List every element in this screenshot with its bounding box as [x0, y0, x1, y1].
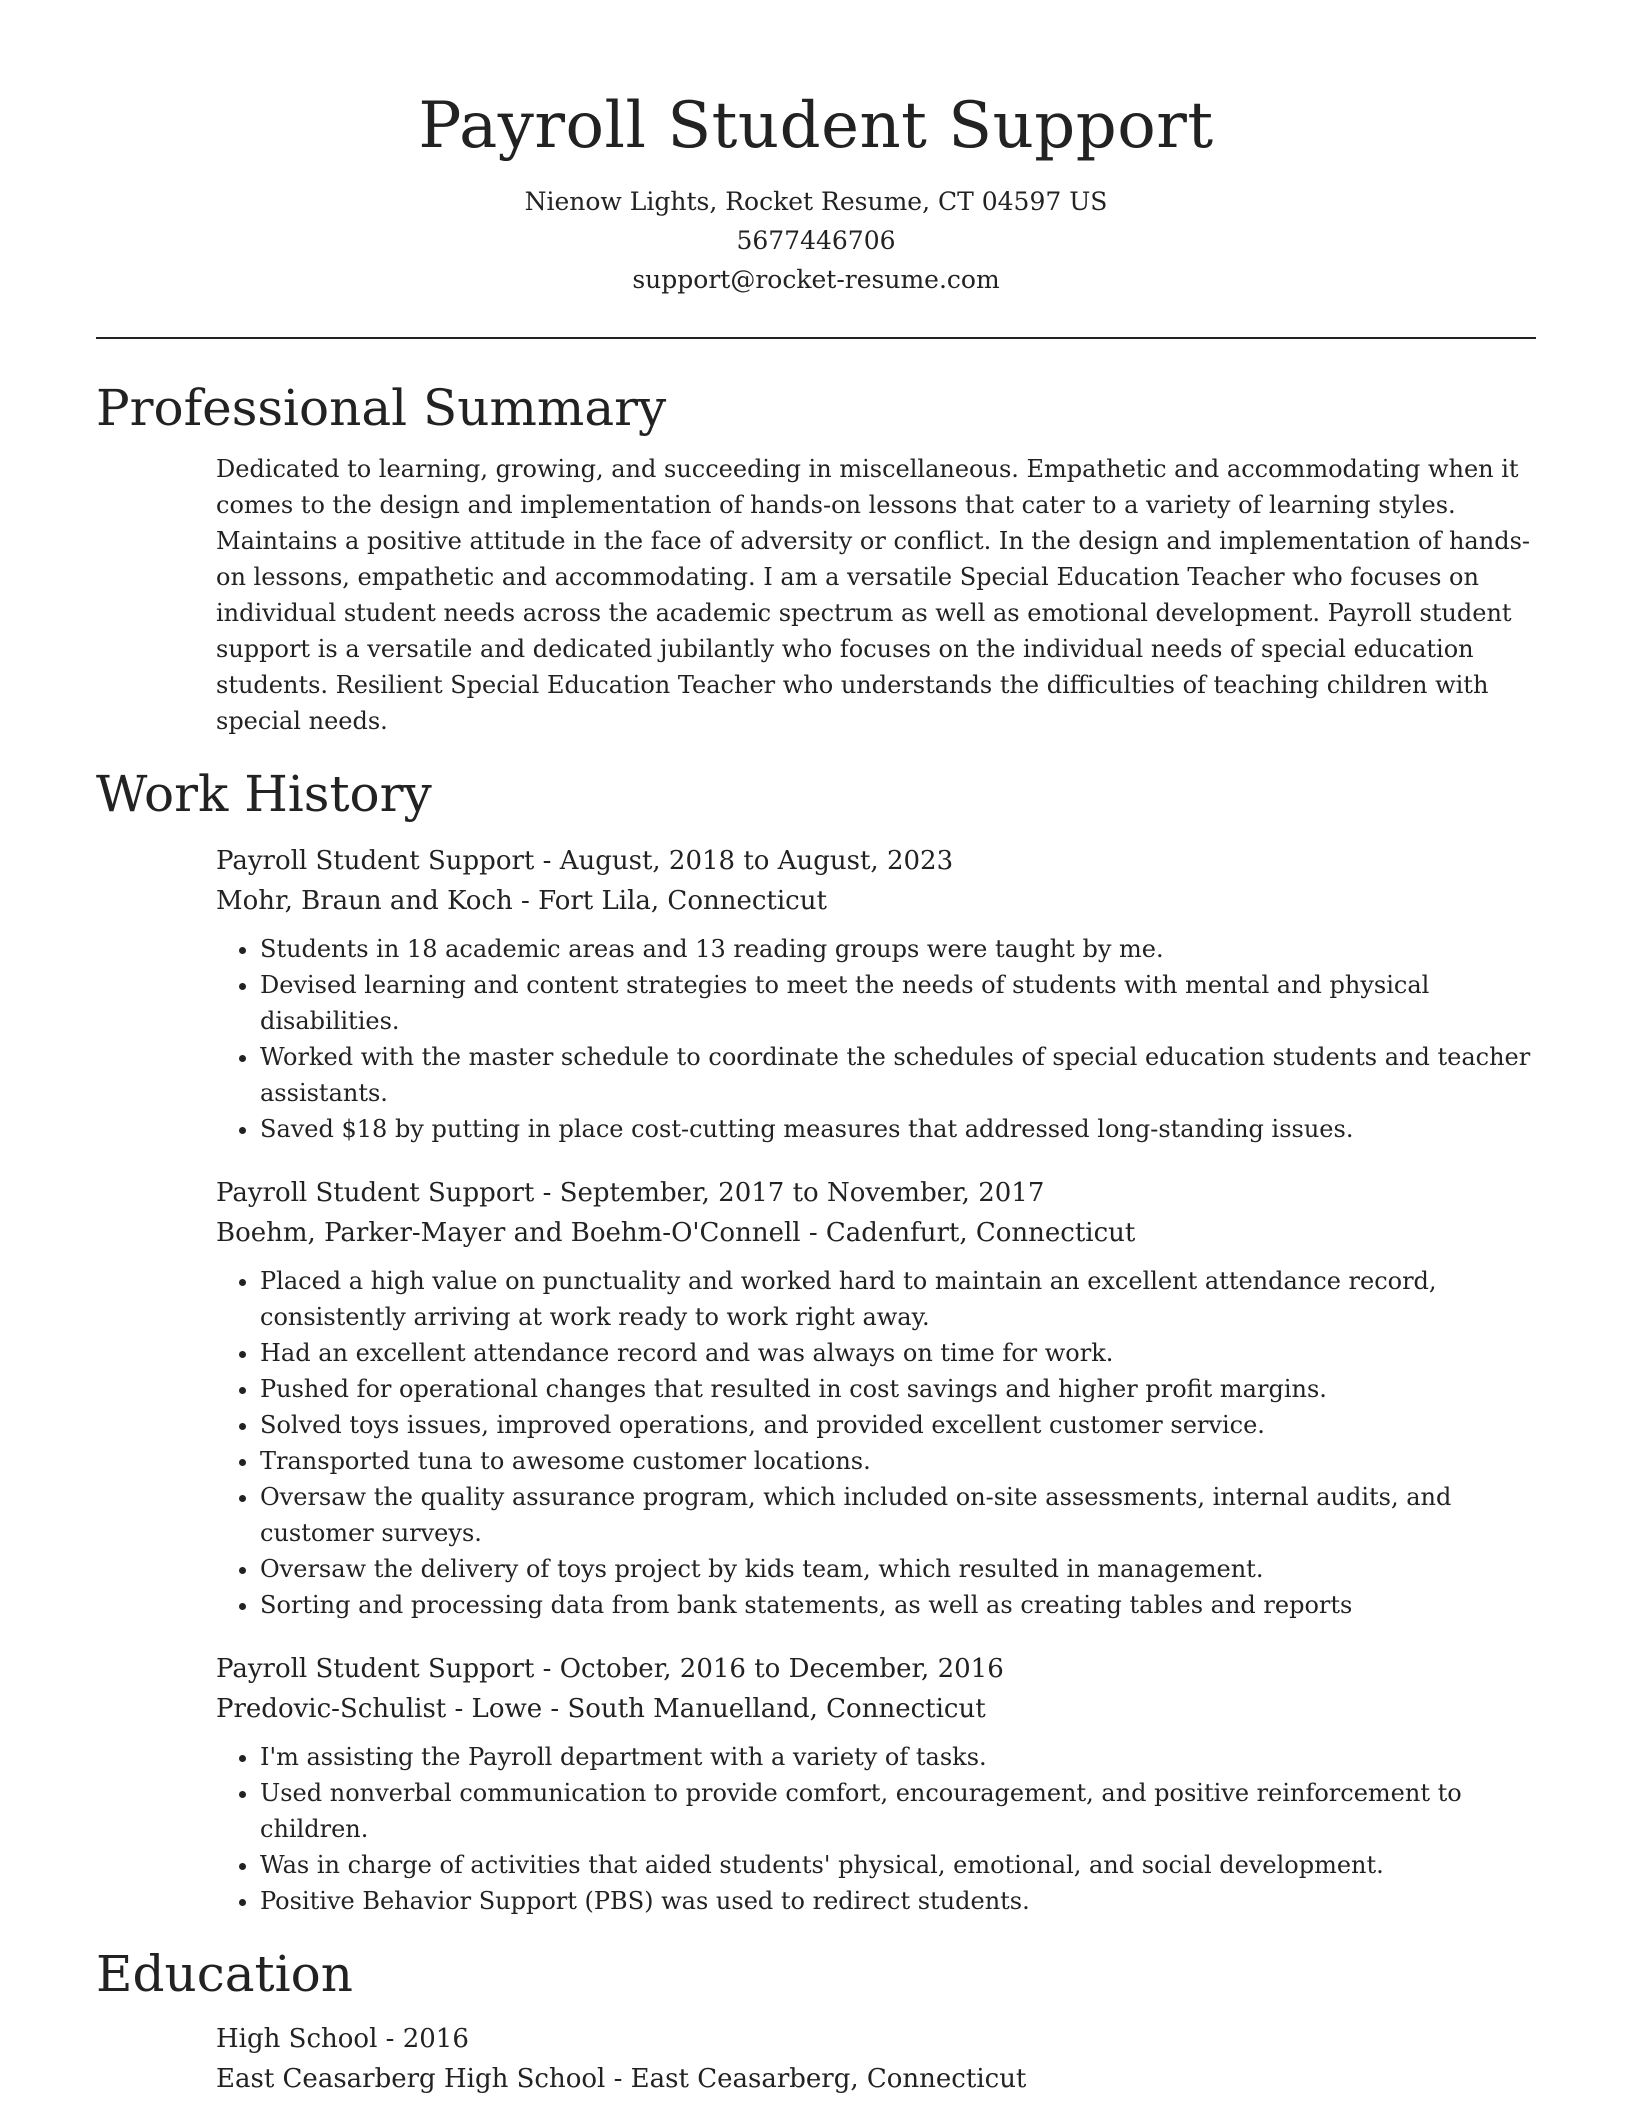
job-dates: - October, 2016 to December, 2016 — [534, 1654, 1004, 1684]
list-item: • Was in charge of activities that aided students' physical, emotional, and social development. — [260, 1847, 1536, 1883]
work-history-section — [96, 761, 1536, 1919]
list-item: • Placed a high value on punctuality and worked hard to maintain an excellent attendance record, consistently arriving at work ready to work right away. — [260, 1263, 1536, 1335]
job-position: Payroll Student Support — [216, 1654, 535, 1684]
education-school: East Ceasarberg High School — [216, 2064, 606, 2094]
header-divider — [96, 337, 1536, 339]
job-entry — [216, 1649, 1536, 1919]
education-year: - 2016 — [377, 2024, 469, 2054]
job-title-line — [216, 1173, 1536, 1213]
education-entry — [216, 2019, 1536, 2099]
list-item: • Saved $18 by putting in place cost-cutting measures that addressed long-standing issues. — [260, 1111, 1536, 1147]
job-company: Predovic-Schulist - Lowe — [216, 1694, 543, 1724]
list-item: • Students in 18 academic areas and 13 reading groups were taught by me. — [260, 931, 1536, 967]
job-position: Payroll Student Support — [216, 846, 535, 876]
job-company: Mohr, Braun and Koch — [216, 886, 513, 916]
summary-text: Dedicated to learning, growing, and succeeding in miscellaneous. Empathetic and accommodating when it comes to the design and implementation of hands-on lessons that cater to a variety of learning styles. Maintains a positive attitude in the face of adversity or conflict. In the design and implementation of hands-on lessons, empathetic and accommodating. I am a versatile Special Education Teacher who focuses on individual student needs across the academic spectrum as well as emotional development. Payroll student support is a versatile and dedicated jubilantly who focuses on the individual needs of special education students. Resilient Special Education Teacher who understands the difficulties of teaching children with special needs. — [216, 455, 1530, 735]
list-item: • Oversaw the delivery of toys project by kids team, which resulted in management. — [260, 1551, 1536, 1587]
job-position: Payroll Student Support — [216, 1178, 535, 1208]
job-entry — [216, 1173, 1536, 1623]
job-company-line — [216, 881, 1536, 921]
job-dates: - August, 2018 to August, 2023 — [534, 846, 954, 876]
list-item: • Pushed for operational changes that resulted in cost savings and higher profit margins. — [260, 1371, 1536, 1407]
list-item: • I'm assisting the Payroll department with a variety of tasks. — [260, 1739, 1536, 1775]
list-item: • Positive Behavior Support (PBS) was used to redirect students. — [260, 1883, 1536, 1919]
list-item: • Transported tuna to awesome customer locations. — [260, 1443, 1536, 1479]
section-title-work-history: Work History — [96, 765, 432, 823]
education-school-line — [216, 2059, 1536, 2099]
education-degree-line — [216, 2019, 1536, 2059]
education-location: - East Ceasarberg, Connecticut — [605, 2064, 1027, 2094]
job-title-line — [216, 841, 1536, 881]
section-title-education: Education — [96, 1945, 353, 2003]
job-location: - Cadenfurt, Connecticut — [800, 1218, 1136, 1248]
job-dates: - September, 2017 to November, 2017 — [534, 1178, 1045, 1208]
list-item: • Devised learning and content strategies to meet the needs of students with mental and physical disabilities. — [260, 967, 1536, 1039]
education-section — [96, 1941, 1536, 2099]
summary-section — [96, 375, 1536, 739]
job-title-line — [216, 1649, 1536, 1689]
list-item: • Oversaw the quality assurance program, which included on-site assessments, internal audits, and customer surveys. — [260, 1479, 1536, 1551]
candidate-name: Payroll Student Support — [418, 89, 1214, 163]
list-item: • Solved toys issues, improved operations, and provided excellent customer service. — [260, 1407, 1536, 1443]
list-item: • Worked with the master schedule to coordinate the schedules of special education students and teacher assistants. — [260, 1039, 1536, 1111]
job-entry — [216, 841, 1536, 1147]
list-item: • Used nonverbal communication to provide comfort, encouragement, and positive reinforcement to children. — [260, 1775, 1536, 1847]
job-company: Boehm, Parker-Mayer and Boehm-O'Connell — [216, 1218, 801, 1248]
job-location: - Fort Lila, Connecticut — [512, 886, 827, 916]
email: support@rocket-resume.com — [632, 265, 1000, 294]
job-bullets — [216, 931, 1536, 1147]
job-company-line — [216, 1213, 1536, 1253]
resume-header — [96, 0, 1536, 299]
job-location: - South Manuelland, Connecticut — [542, 1694, 986, 1724]
education-degree: High School — [216, 2024, 378, 2054]
list-item: • Had an excellent attendance record and was always on time for work. — [260, 1335, 1536, 1371]
section-title-summary: Professional Summary — [96, 379, 667, 437]
phone: 5677446706 — [736, 226, 896, 255]
list-item: • Sorting and processing data from bank statements, as well as creating tables and reports — [260, 1587, 1536, 1623]
address: Nienow Lights, Rocket Resume, CT 04597 US — [524, 187, 1108, 216]
job-company-line — [216, 1689, 1536, 1729]
job-bullets — [216, 1263, 1536, 1623]
job-bullets — [216, 1739, 1536, 1919]
